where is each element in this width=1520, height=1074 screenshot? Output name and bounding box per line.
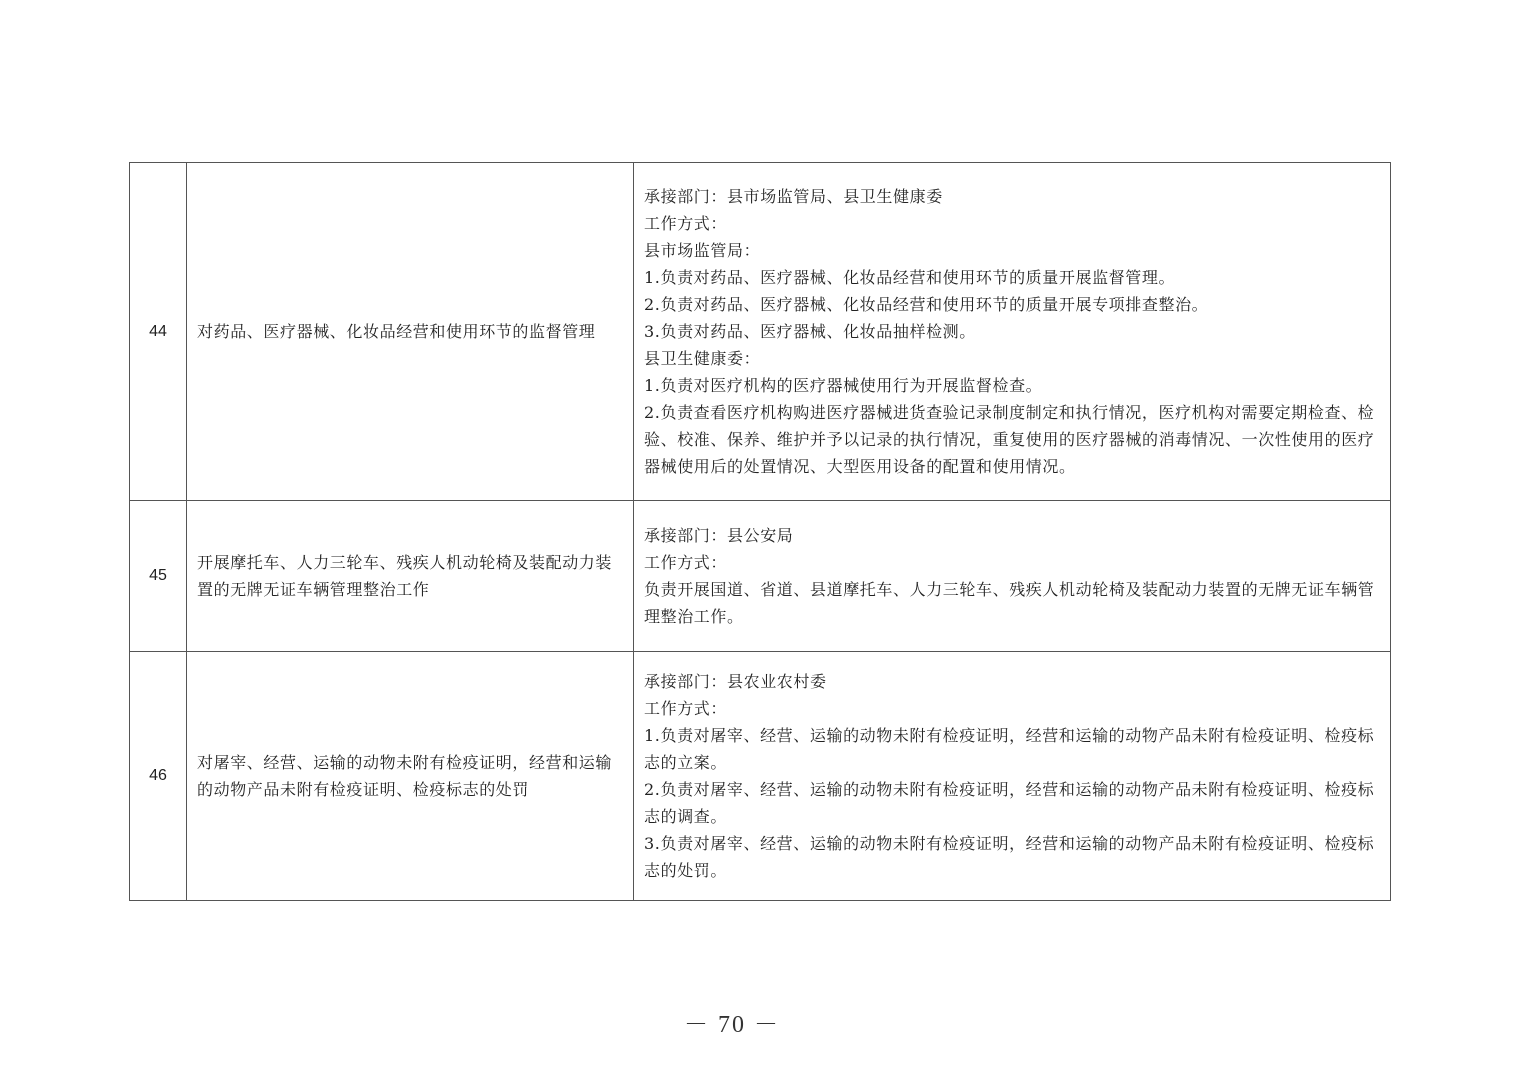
detail-line: 3.负责对药品、医疗器械、化妆品抽样检测。	[644, 322, 976, 341]
detail-line: 1.负责对屠宰、经营、运输的动物未附有检疫证明，经营和运输的动物产品未附有检疫证明、检疫标志的立案。	[644, 726, 1375, 772]
detail-line: 2.负责对屠宰、经营、运输的动物未附有检疫证明，经营和运输的动物产品未附有检疫证明、检疫标志的调查。	[644, 780, 1375, 826]
table-row	[130, 163, 1391, 501]
dept-line: 承接部门：县公安局	[644, 526, 794, 545]
detail-line: 县卫生健康委：	[644, 349, 761, 368]
item-detail	[634, 163, 1391, 501]
table-row	[130, 652, 1391, 901]
detail-line: 3.负责对屠宰、经营、运输的动物未附有检疫证明，经营和运输的动物产品未附有检疫证明、检疫标志的处罚。	[644, 834, 1375, 880]
row-number: 44	[130, 163, 187, 501]
detail-line: 2.负责查看医疗机构购进医疗器械进货查验记录制度制定和执行情况，医疗机构对需要定期检查、检验、校准、保养、维护并予以记录的执行情况，重复使用的医疗器械的消毒情况、一次性使用的医疗器械使用后的处置情况、大型医用设备的配置和使用情况。	[644, 403, 1375, 476]
page-number: － 70 －	[684, 1012, 780, 1038]
detail-line: 负责开展国道、省道、县道摩托车、人力三轮车、残疾人机动轮椅及装配动力装置的无牌无证车辆管理整治工作。	[644, 580, 1375, 626]
detail-line: 2.负责对药品、医疗器械、化妆品经营和使用环节的质量开展专项排查整治。	[644, 295, 1209, 314]
method-label: 工作方式：	[644, 699, 728, 718]
item-name: 对屠宰、经营、运输的动物未附有检疫证明，经营和运输的动物产品未附有检疫证明、检疫标志的处罚	[187, 652, 634, 901]
item-detail	[634, 652, 1391, 901]
item-name: 对药品、医疗器械、化妆品经营和使用环节的监督管理	[187, 163, 634, 501]
method-label: 工作方式：	[644, 553, 728, 572]
matters-table	[129, 162, 1391, 901]
item-detail	[634, 501, 1391, 652]
detail-line: 1.负责对医疗机构的医疗器械使用行为开展监督检查。	[644, 376, 1043, 395]
dept-line: 承接部门：县市场监管局、县卫生健康委	[644, 187, 943, 206]
item-name: 开展摩托车、人力三轮车、残疾人机动轮椅及装配动力装置的无牌无证车辆管理整治工作	[187, 501, 634, 652]
dept-line: 承接部门：县农业农村委	[644, 672, 827, 691]
detail-line: 县市场监管局：	[644, 241, 761, 260]
detail-line: 1.负责对药品、医疗器械、化妆品经营和使用环节的质量开展监督管理。	[644, 268, 1176, 287]
row-number: 46	[130, 652, 187, 901]
row-number: 45	[130, 501, 187, 652]
table-row	[130, 501, 1391, 652]
method-label: 工作方式：	[644, 214, 728, 233]
